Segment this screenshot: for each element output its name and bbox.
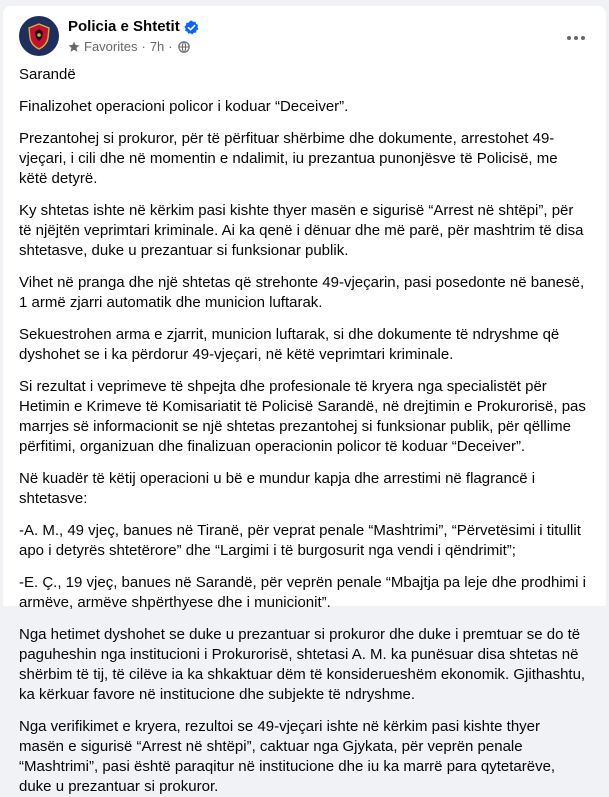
post-text	[3, 65, 606, 797]
post-paragraph: -E. Ç., 19 vjeç, banues në Sarandë, për veprën penale “Mbajtja pa leje dhe prodhimi i armëve, armëve shpërthyese dhe i municionit”.	[19, 574, 587, 611]
post-paragraph: Si rezultat i veprimeve të shpejta dhe profesionale të kryera nga specialistët për Hetimin e Krimeve të Komisariatit të Policisë Sarandë, në drejtimin e Prokurorisë, pas marrjes së informacionit se një shtetas prezantohej si funksionar publik, për qëllime përfitimi, organizuan dhe finalizuan operacionin policor të koduar “Deceiver”.	[19, 378, 586, 455]
post-header	[3, 6, 606, 66]
page-avatar[interactable]	[19, 16, 59, 56]
post-subline	[68, 38, 199, 56]
post-paragraph: Nga verifikimet e kryera, rezultoi se 49-vjeçari ishte në kërkim pasi kishte thyer masën e sigurisë “Arrest në shtëpi”, caktuar nga Gjykata, për veprën penale “Mashtrimi”, pasi është paraqitur në institucione dhe iu ka marrë para qytetarëve, duke u prezantuar si prokuror.	[19, 718, 556, 795]
post-paragraph: Vihet në pranga dhe një shtetas që strehonte 49-vjeçarin, pasi posedonte në banesë, 1 armë zjarri automatik dhe municion luftarak.	[19, 274, 585, 311]
post-time[interactable]: 7h	[149, 39, 165, 54]
post-paragraph: Prezantohej si prokuror, për të përfituar shërbime dhe dokumente, arrestohet 49-vjeçari, i cili dhe në momentin e ndalimit, iu prezantua punonjësve të Policisë, me këtë detyrë.	[19, 130, 558, 187]
audience-label[interactable]: Favorites	[84, 39, 138, 54]
page-name-row	[68, 17, 199, 37]
verified-badge-icon	[184, 20, 199, 35]
post-paragraph: Ky shtetas ishte në kërkim pasi kishte thyer masën e sigurisë “Arrest në shtëpi”, për të njëjtën veprimtari kriminale. Ai ka qenë i dënuar dhe më parë, për mashtrim të disa shtetasve, duke u prezantuar si funksionar publik.	[19, 202, 584, 259]
page-name[interactable]: Policia e Shtetit	[68, 18, 180, 35]
post-paragraph: Nga hetimet dyshohet se duke u prezantuar si prokuror dhe duke i premtuar se do të paguheshin nga institucioni i Prokurorisë, shtetasi A. M. ka punësuar disa shtetas në shërbim të tij, të cilëve ia ka shkaktuar dëm të konsiderueshëm ekonomik. Gjithashtu, ka kërkuar favore në institucione dhe subjekte të ndryshme.	[19, 626, 586, 703]
meta-separator: ·	[141, 39, 146, 54]
post-paragraph: Finalizohet operacioni policor i koduar “Deceiver”.	[19, 98, 349, 115]
post-paragraph: -A. M., 49 vjeç, banues në Tiranë, për veprat penale “Mashtrimi”, “Përvetësimi i titullit apo i detyrës shtetërore” dhe “Largimi i të burgosurit nga vendi i qëndrimit”;	[19, 522, 581, 559]
star-icon	[68, 41, 80, 53]
police-badge-avatar	[21, 18, 57, 54]
meta-separator-2: ·	[168, 39, 173, 54]
globe-icon	[178, 41, 190, 53]
post-card	[3, 6, 606, 795]
post-paragraph: Sarandë	[19, 66, 76, 83]
post-meta	[68, 17, 199, 56]
post-paragraph: Në kuadër të këtij operacioni u bë e mundur kapja dhe arrestimi në flagrancë i shtetasve:	[19, 470, 536, 507]
more-options-icon[interactable]	[558, 20, 594, 56]
post-paragraph: Sekuestrohen arma e zjarrit, municion luftarak, si dhe dokumente të ndryshme që dyshohet se i ka përdorur 49-vjeçari, në këtë veprimtari kriminale.	[19, 326, 560, 363]
